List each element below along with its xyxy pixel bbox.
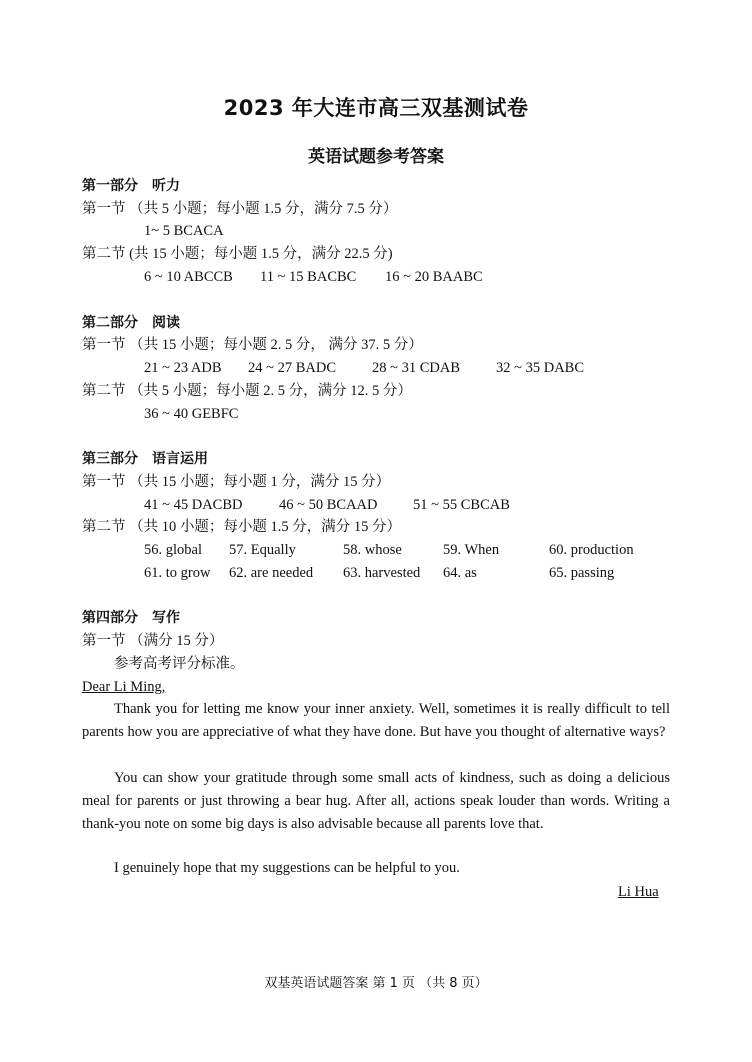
part2-section1-header: 第一节 （共 15 小题；每小题 2. 5 分， 满分 37. 5 分） [82, 337, 423, 353]
part3-fill-row-2 [0, 563, 752, 583]
fill-answer: 56. global [144, 542, 202, 558]
letter-paragraph-2: You can show your gratitude through some small acts of kindness, such as doing a delicious meal for parents or just throwing a bear hug. After all, actions speak louder than words. Writing a thank-you note on some big days is also advisable because all parents love that. [82, 770, 670, 832]
part2-heading-topic: 阅读 [152, 315, 180, 331]
part2-section1-answers [0, 358, 752, 378]
fill-answer: 60. production [549, 542, 634, 558]
part3-section1-header: 第一节 （共 15 小题；每小题 1 分，满分 15 分） [82, 474, 391, 490]
answer-group: 51 ~ 55 CBCAB [413, 497, 510, 513]
fill-answer: 57. Equally [229, 542, 296, 558]
answer-group: 21 ~ 23 ADB [144, 360, 222, 376]
fill-answer: 63. harvested [343, 565, 421, 581]
part3-fill-row-1 [0, 540, 752, 560]
part4-heading-label: 第四部分 [82, 610, 138, 626]
fill-answer: 59. When [443, 542, 500, 558]
part1-section1-header: 第一节 （共 5 小题；每小题 1.5 分，满分 7.5 分） [82, 201, 398, 217]
part4-heading [82, 608, 180, 628]
fill-answer: 65. passing [549, 565, 615, 581]
answer-group: 11 ~ 15 BACBC [260, 269, 357, 285]
part3-heading-topic: 语言运用 [152, 451, 208, 467]
part3-heading [82, 449, 208, 469]
answer-group: 16 ~ 20 BAABC [385, 269, 483, 285]
answer-group: 6 ~ 10 ABCCB [144, 269, 233, 285]
part1-heading-label: 第一部分 [82, 178, 138, 194]
fill-answer: 61. to grow [144, 565, 211, 581]
answer-group: 28 ~ 31 CDAB [372, 360, 461, 376]
fill-answer: 58. whose [343, 542, 402, 558]
letter-signature: Li Hua [618, 884, 659, 900]
part1-section1-answers [0, 221, 752, 241]
part1-section2-header: 第二节 (共 15 小题；每小题 1.5 分，满分 22.5 分) [82, 246, 393, 262]
part1-heading-topic: 听力 [152, 178, 180, 194]
part2-section2-answers [0, 404, 752, 424]
part1-section2-answers [0, 267, 752, 287]
answer-group: 41 ~ 45 DACBD [144, 497, 243, 513]
page-subtitle: 英语试题参考答案 [308, 147, 444, 167]
part3-heading-label: 第三部分 [82, 451, 138, 467]
answer-group: 32 ~ 35 DABC [496, 360, 585, 376]
answer-group: 46 ~ 50 BCAAD [279, 497, 378, 513]
fill-answer: 62. are needed [229, 565, 314, 581]
part2-heading [82, 313, 180, 333]
part1-heading [82, 176, 180, 196]
part3-section1-answers [0, 495, 752, 515]
scoring-note: 参考高考评分标准。 [114, 656, 245, 672]
part2-heading-label: 第二部分 [82, 315, 138, 331]
part4-heading-topic: 写作 [152, 610, 180, 626]
answer-group: 1~ 5 BCACA [144, 223, 224, 239]
page-footer: 双基英语试题答案 第 1 页 （共 8 页） [264, 976, 488, 991]
part2-section2-header: 第二节 （共 5 小题；每小题 2. 5 分，满分 12. 5 分） [82, 383, 412, 399]
part3-section2-header: 第二节 （共 10 小题；每小题 1.5 分，满分 15 分） [82, 519, 401, 535]
page-title: 2023 年大连市高三双基测试卷 [223, 96, 529, 120]
answer-group: 24 ~ 27 BADC [248, 360, 337, 376]
letter-paragraph-3: I genuinely hope that my suggestions can be helpful to you. [114, 860, 460, 876]
letter-salutation: Dear Li Ming, [82, 679, 166, 695]
part4-section1-header: 第一节 （满分 15 分） [82, 633, 224, 649]
answer-group: 36 ~ 40 GEBFC [144, 406, 239, 422]
fill-answer: 64. as [443, 565, 477, 581]
letter-paragraph-1: Thank you for letting me know your inner anxiety. Well, sometimes it is really difficult to tell parents how you are appreciative of what they have done. But have you thought of alternative ways? [82, 701, 670, 740]
